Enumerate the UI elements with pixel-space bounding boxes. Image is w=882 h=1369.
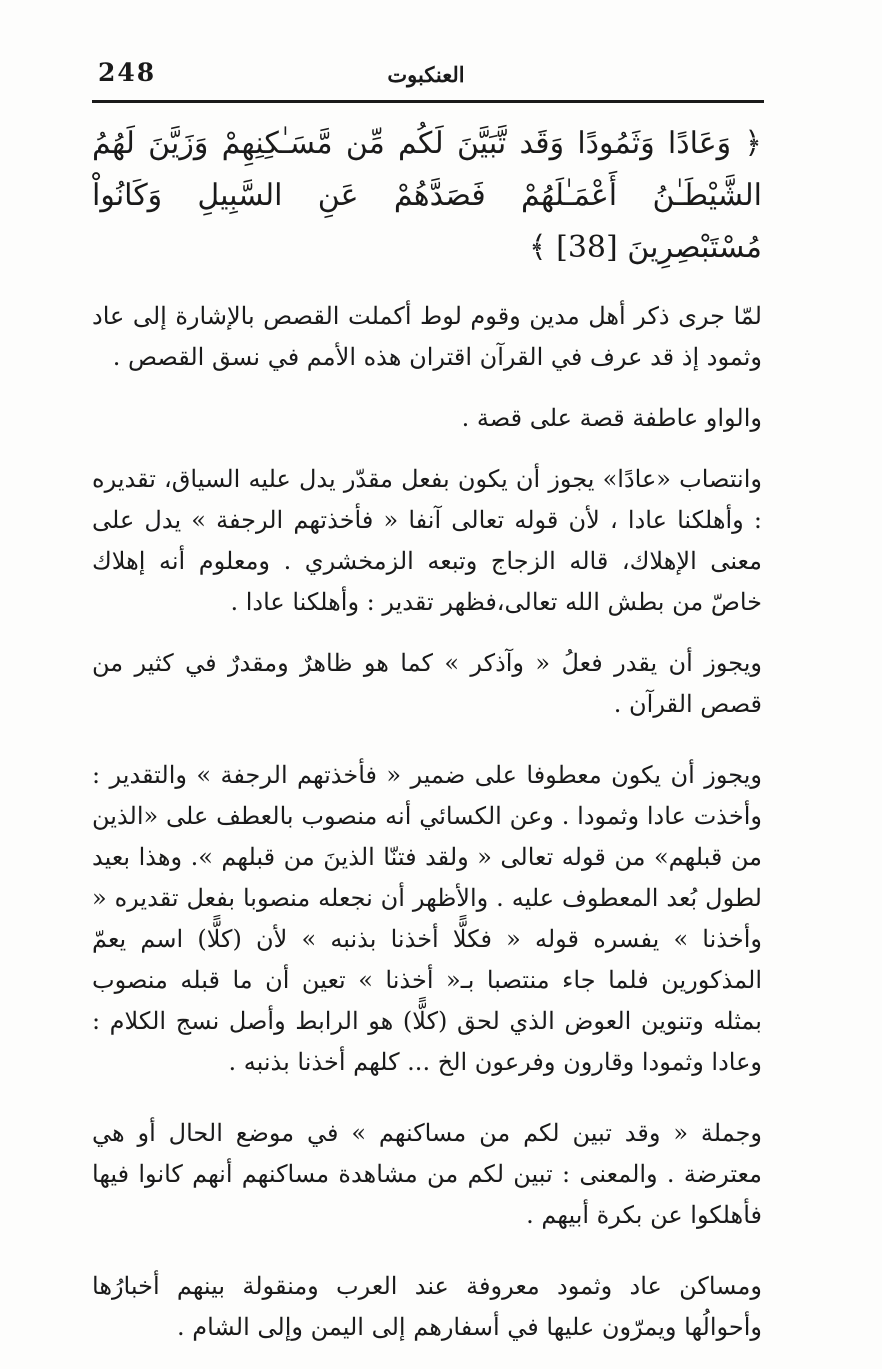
header-divider: [92, 100, 764, 103]
verse-close-bracket: ﴾: [529, 230, 547, 265]
paragraph: لمّا جرى ذكر أهل مدين وقوم لوط أكملت القصص بالإشارة إلى عاد وثمود إذ قد عرف في القرآن اقتران هذه الأمم في نسق القصص .: [92, 302, 762, 371]
page-body: [92, 118, 762, 1368]
page-header: [92, 50, 760, 96]
page-number: 248: [98, 58, 157, 87]
running-title: العنكبوت: [387, 62, 465, 87]
paragraph: وجملة « وقد تبين لكم من مساكنهم » في موضع الحال أو هي معترضة . والمعنى : تبين لكم من مشاهدة مساكنهم أنهم كانوا فيها فأهلكوا عن بكرة أبيهم .: [92, 1119, 762, 1229]
paragraph: ويجوز أن يقدر فعلُ « وآذكر » كما هو ظاهرٌ ومقدرٌ في كثير من قصص القرآن .: [92, 649, 762, 718]
quran-verse: [92, 118, 762, 274]
paragraph: وانتصاب «عادًا» يجوز أن يكون بفعل مقدّر يدل عليه السياق، تقديره : وأهلكنا عادا ، لأن قوله تعالى آنفا « فأخذتهم الرجفة » يدل على معنى الإهلاك، قاله الزجاج وتبعه الزمخشري . ومعلوم أنه إهلاك خاصّ من بطش الله تعالى،فظهر تقدير : وأهلكنا عادا .: [92, 465, 762, 616]
verse-open-bracket: ﴿: [744, 126, 762, 161]
paragraph: والواو عاطفة قصة على قصة .: [461, 404, 762, 432]
paragraph: ومساكن عاد وثمود معروفة عند العرب ومنقولة بينهم أخبارُها وأحوالُها ويمرّون عليها في أسفارهم إلى اليمن وإلى الشام .: [92, 1272, 762, 1341]
verse-number: [38]: [556, 230, 618, 265]
verse-text: وَعَادًا وَثَمُودًا وَقَد تَّبَيَّنَ لَكُم مِّن مَّسَـٰكِنِهِمْ وَزَيَّنَ لَهُمُ الشَّيْطَـٰنُ أَعْمَـٰلَهُمْ فَصَدَّهُمْ عَنِ السَّبِيلِ وَكَانُواْ مُسْتَبْصِرِينَ: [92, 126, 762, 265]
paragraph: ويجوز أن يكون معطوفا على ضمير « فأخذتهم الرجفة » والتقدير : وأخذت عادا وثمودا . وعن الكسائي أنه منصوب بالعطف على «الذين من قبلهم» من قوله تعالى « ولقد فتنّا الذينَ من قبلهم ». وهذا بعيد لطول بُعد المعطوف عليه . والأظهر أن نجعله منصوبا بفعل تقديره « وأخذنا » يفسره قوله « فكلًّا أخذنا بذنبه » لأن (كلًّا) اسم يعمّ المذكورين فلما جاء منتصبا بـ« أخذنا » تعين أن ما قبله منصوب بمثله وتنوين العوض الذي لحق (كلًّا) هو الرابط وأصل نسج الكلام : وعادا وثمودا وقارون وفرعون الخ ... كلهم أخذنا بذنبه .: [92, 761, 762, 1076]
